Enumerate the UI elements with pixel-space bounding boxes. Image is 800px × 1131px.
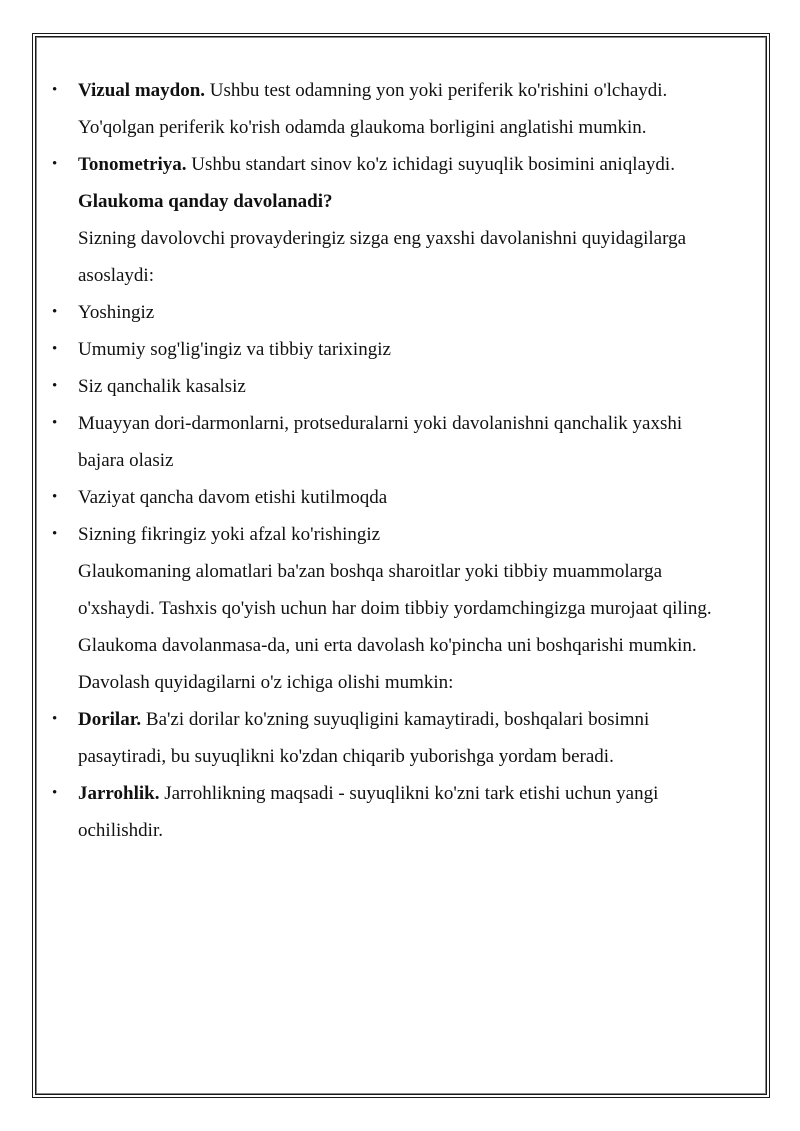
paragraph-alomatlar <box>52 553 712 627</box>
item-text: Jarrohlikning maqsadi - suyuqlikni ko'zni tark etishi uchun yangi ochilishdir. <box>78 783 659 841</box>
bullet-icon: • <box>52 304 58 320</box>
item-text: Siz qanchalik kasalsiz <box>78 376 246 397</box>
bullet-icon: • <box>52 489 58 505</box>
heading-text: Glaukoma qanday davolanadi? <box>78 191 333 212</box>
bullet-item-umumiy <box>52 331 712 368</box>
bullet-icon: • <box>52 785 58 801</box>
paragraph-text: Sizning davolovchi provayderingiz sizga eng yaxshi davolanishni quyidagilarga asoslaydi: <box>78 228 687 286</box>
term-tonometriya: Tonometriya. <box>78 154 187 175</box>
bullet-icon: • <box>52 156 58 172</box>
bullet-icon: • <box>52 378 58 394</box>
bullet-icon: • <box>52 415 58 431</box>
bullet-item-jarrohlik <box>52 775 712 849</box>
paragraph-intro <box>52 220 712 294</box>
bullet-item-kasalsiz <box>52 368 712 405</box>
bullet-icon: • <box>52 711 58 727</box>
paragraph-text: Glaukoma davolanmasa-da, uni erta davolash ko'pincha uni boshqarishi mumkin. Davolash quyidagilarni o'z ichiga olishi mumkin: <box>78 635 697 693</box>
bullet-item-vizual-maydon <box>52 72 712 146</box>
bullet-icon: • <box>52 526 58 542</box>
section-heading <box>52 183 712 220</box>
item-text: Yoshingiz <box>78 302 155 323</box>
term-vizual-maydon: Vizual maydon. <box>78 80 206 101</box>
term-jarrohlik: Jarrohlik. <box>78 783 160 804</box>
document-body <box>52 72 712 849</box>
item-text: Ba'zi dorilar ko'zning suyuqligini kamaytiradi, boshqalari bosimni pasaytiradi, bu suyuqlikni ko'zdan chiqarib yuborishga yordam beradi. <box>78 709 650 767</box>
item-text: Ushbu test odamning yon yoki periferik ko'rishini o'lchaydi. Yo'qolgan periferik ko'rish odamda glaukoma borligini anglatishi mumkin. <box>78 80 668 138</box>
bullet-icon: • <box>52 82 58 98</box>
paragraph-davolash <box>52 627 712 701</box>
item-text: Umumiy sog'lig'ingiz va tibbiy tarixingiz <box>78 339 391 360</box>
bullet-icon: • <box>52 341 58 357</box>
term-dorilar: Dorilar. <box>78 709 142 730</box>
bullet-item-yoshingiz <box>52 294 712 331</box>
bullet-item-vaziyat <box>52 479 712 516</box>
item-text: Sizning fikringiz yoki afzal ko'rishingiz <box>78 524 381 545</box>
bullet-item-tonometriya <box>52 146 712 183</box>
item-text: Vaziyat qancha davom etishi kutilmoqda <box>78 487 388 508</box>
item-text: Muayyan dori-darmonlarni, protseduralarni yoki davolanishni qanchalik yaxshi bajara olasiz <box>78 413 683 471</box>
bullet-item-dorilar <box>52 701 712 775</box>
bullet-item-muayyan <box>52 405 712 479</box>
item-text: Ushbu standart sinov ko'z ichidagi suyuqlik bosimini aniqlaydi. <box>186 154 675 175</box>
bullet-item-fikringiz <box>52 516 712 553</box>
paragraph-text: Glaukomaning alomatlari ba'zan boshqa sharoitlar yoki tibbiy muammolarga o'xshaydi. Tashxis qo'yish uchun har doim tibbiy yordamchingizga murojaat qiling. <box>78 561 712 619</box>
